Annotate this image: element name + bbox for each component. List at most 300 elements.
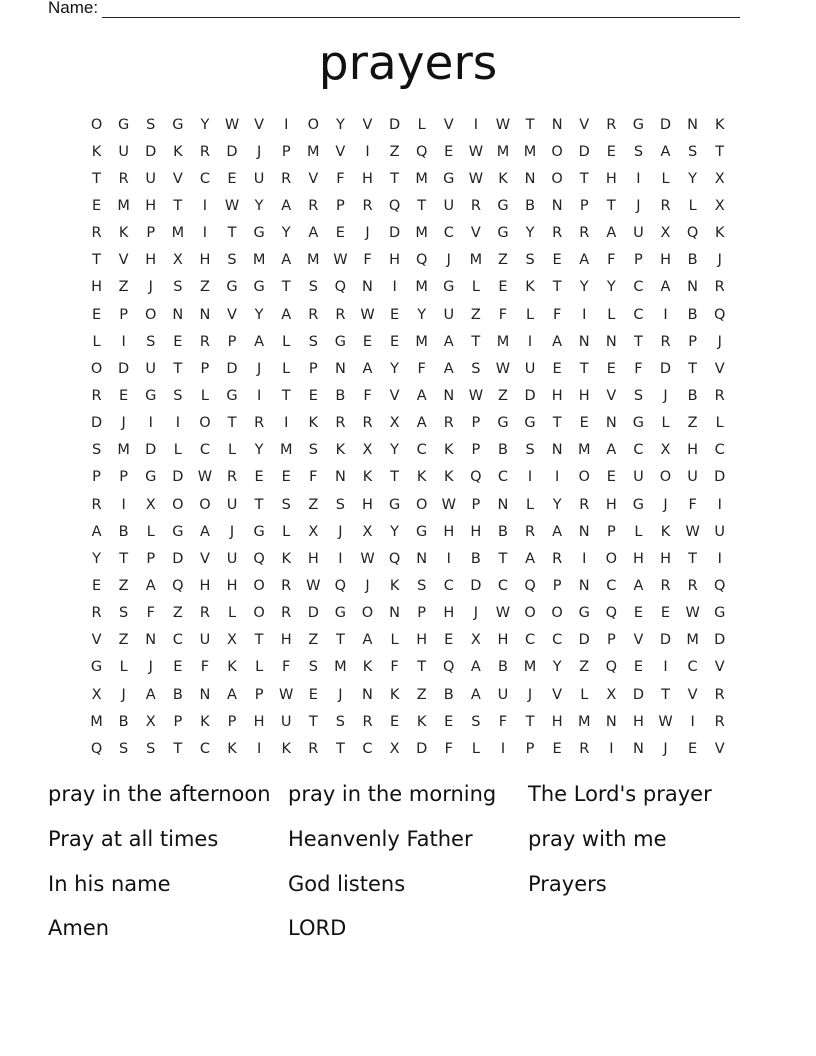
grid-letter[interactable]: B [470, 550, 481, 567]
grid-letter[interactable]: I [148, 415, 153, 432]
grid-letter[interactable]: I [284, 116, 289, 133]
grid-letter[interactable]: N [605, 415, 617, 432]
grid-letter[interactable]: A [606, 442, 617, 459]
grid-letter[interactable]: S [417, 577, 427, 594]
grid-letter[interactable]: J [717, 333, 722, 350]
grid-letter[interactable]: C [633, 279, 644, 296]
grid-letter[interactable]: V [199, 550, 210, 567]
grid-letter[interactable]: E [660, 605, 671, 622]
grid-letter[interactable]: T [606, 197, 616, 214]
grid-letter[interactable]: F [498, 306, 508, 323]
grid-letter[interactable]: R [308, 306, 319, 323]
grid-letter[interactable]: T [308, 713, 318, 730]
grid-letter[interactable]: T [119, 550, 129, 567]
grid-letter[interactable]: L [580, 686, 589, 703]
grid-letter[interactable]: M [496, 143, 510, 160]
grid-letter[interactable]: C [633, 306, 644, 323]
grid-letter[interactable]: P [119, 469, 129, 486]
grid-letter[interactable]: C [443, 225, 454, 242]
grid-letter[interactable]: E [119, 387, 129, 404]
grid-letter[interactable]: W [224, 116, 240, 133]
grid-letter[interactable]: S [227, 252, 237, 269]
grid-letter[interactable]: Y [552, 496, 562, 513]
grid-letter[interactable]: O [199, 496, 211, 513]
grid-letter[interactable]: F [688, 496, 697, 513]
grid-letter[interactable]: W [685, 605, 700, 622]
grid-letter[interactable]: T [633, 333, 643, 350]
grid-letter[interactable]: B [118, 713, 129, 730]
grid-letter[interactable]: E [254, 469, 264, 486]
grid-letter[interactable]: K [444, 442, 454, 459]
grid-letter[interactable]: D [632, 686, 644, 703]
grid-letter[interactable]: I [717, 550, 722, 567]
grid-letter[interactable]: Y [281, 225, 291, 242]
grid-letter[interactable]: B [335, 387, 346, 404]
grid-letter[interactable]: D [172, 550, 184, 567]
grid-letter[interactable]: X [308, 523, 319, 540]
grid-letter[interactable]: N [605, 333, 617, 350]
grid-letter[interactable]: A [525, 550, 535, 567]
grid-letter[interactable]: R [443, 415, 454, 432]
grid-letter[interactable]: W [658, 713, 673, 730]
grid-letter[interactable]: A [199, 523, 210, 540]
grid-letter[interactable]: E [552, 252, 562, 269]
grid-letter[interactable]: X [714, 197, 725, 214]
grid-letter[interactable]: A [254, 333, 265, 350]
grid-letter[interactable]: X [362, 523, 373, 540]
grid-letter[interactable]: I [690, 713, 695, 730]
grid-letter[interactable]: W [685, 523, 700, 540]
grid-letter[interactable]: G [145, 387, 157, 404]
grid-letter[interactable]: G [253, 225, 265, 242]
grid-letter[interactable]: W [468, 170, 484, 187]
grid-letter[interactable]: N [578, 333, 590, 350]
grid-letter[interactable]: I [582, 550, 587, 567]
grid-letter[interactable]: N [145, 632, 157, 649]
grid-letter[interactable]: H [551, 387, 563, 404]
grid-letter[interactable]: R [91, 496, 102, 513]
grid-letter[interactable]: Z [308, 632, 319, 649]
grid-letter[interactable]: Q [415, 143, 428, 160]
grid-letter[interactable]: E [552, 360, 562, 377]
grid-letter[interactable]: I [284, 415, 289, 432]
grid-letter[interactable]: Y [92, 550, 101, 567]
grid-letter[interactable]: E [444, 713, 454, 730]
grid-letter[interactable]: D [578, 143, 590, 160]
grid-letter[interactable]: A [281, 197, 292, 214]
grid-letter[interactable]: G [443, 279, 455, 296]
grid-letter[interactable]: L [661, 170, 670, 187]
grid-letter[interactable]: D [226, 360, 238, 377]
grid-letter[interactable]: T [471, 333, 481, 350]
grid-letter[interactable]: A [281, 306, 292, 323]
grid-letter[interactable]: L [173, 442, 182, 459]
grid-letter[interactable]: K [498, 170, 508, 187]
grid-letter[interactable]: E [173, 333, 183, 350]
grid-letter[interactable]: T [525, 116, 535, 133]
grid-letter[interactable]: I [175, 415, 180, 432]
grid-letter[interactable]: J [338, 523, 343, 540]
grid-letter[interactable]: P [173, 713, 183, 730]
grid-letter[interactable]: B [525, 197, 536, 214]
grid-letter[interactable]: X [470, 632, 481, 649]
grid-letter[interactable]: V [254, 116, 265, 133]
grid-letter[interactable]: J [663, 496, 668, 513]
grid-letter[interactable]: B [687, 387, 698, 404]
grid-letter[interactable]: S [471, 360, 481, 377]
grid-letter[interactable]: W [495, 116, 511, 133]
grid-letter[interactable]: H [551, 713, 563, 730]
grid-letter[interactable]: W [224, 197, 240, 214]
grid-letter[interactable]: Y [200, 116, 210, 133]
grid-letter[interactable]: Q [388, 197, 401, 214]
grid-letter[interactable]: N [632, 740, 644, 757]
grid-letter[interactable]: S [633, 387, 644, 404]
grid-letter[interactable]: O [172, 496, 184, 513]
grid-letter[interactable]: K [118, 225, 129, 242]
grid-letter[interactable]: K [173, 143, 183, 160]
grid-letter[interactable]: I [365, 143, 370, 160]
grid-letter[interactable]: X [145, 713, 156, 730]
grid-letter[interactable]: I [527, 469, 533, 486]
grid-letter[interactable]: M [307, 252, 320, 269]
grid-letter[interactable]: D [416, 740, 428, 757]
grid-letter[interactable]: W [495, 605, 511, 622]
grid-letter[interactable]: L [119, 659, 128, 676]
grid-letter[interactable]: O [415, 496, 428, 513]
grid-letter[interactable]: R [660, 197, 671, 214]
grid-letter[interactable]: R [660, 333, 671, 350]
grid-letter[interactable]: Y [254, 197, 264, 214]
grid-letter[interactable]: T [688, 360, 698, 377]
grid-letter[interactable]: R [335, 306, 346, 323]
grid-letter[interactable]: V [687, 686, 698, 703]
grid-letter[interactable]: T [579, 170, 589, 187]
grid-letter[interactable]: A [145, 686, 156, 703]
grid-letter[interactable]: W [306, 577, 321, 594]
grid-letter[interactable]: G [334, 605, 347, 622]
grid-letter[interactable]: R [714, 686, 725, 703]
grid-letter[interactable]: U [226, 496, 238, 513]
grid-letter[interactable]: J [256, 143, 262, 160]
grid-letter[interactable]: F [417, 360, 426, 377]
grid-letter[interactable]: E [91, 197, 102, 214]
grid-letter[interactable]: D [118, 360, 130, 377]
grid-letter[interactable]: Q [443, 659, 455, 676]
grid-letter[interactable]: M [496, 333, 510, 350]
grid-letter[interactable]: P [336, 197, 345, 214]
grid-letter[interactable]: Q [713, 577, 726, 594]
grid-letter[interactable]: D [226, 143, 238, 160]
grid-letter[interactable]: G [714, 605, 726, 622]
grid-letter[interactable]: H [226, 577, 238, 594]
grid-letter[interactable]: H [199, 577, 211, 594]
grid-letter[interactable]: R [714, 713, 725, 730]
grid-letter[interactable]: V [714, 360, 725, 377]
grid-letter[interactable]: G [578, 605, 590, 622]
grid-letter[interactable]: V [633, 632, 644, 649]
grid-letter[interactable]: F [363, 252, 372, 269]
grid-letter[interactable]: R [660, 577, 671, 594]
grid-letter[interactable]: D [145, 442, 157, 459]
grid-letter[interactable]: A [145, 577, 156, 594]
grid-letter[interactable]: L [471, 740, 480, 757]
grid-letter[interactable]: D [470, 577, 482, 594]
grid-letter[interactable]: I [202, 197, 208, 214]
grid-letter[interactable]: I [555, 469, 560, 486]
grid-letter[interactable]: I [582, 306, 587, 323]
grid-letter[interactable]: L [526, 496, 535, 513]
grid-letter[interactable]: D [659, 116, 672, 133]
grid-letter[interactable]: Q [90, 740, 103, 757]
grid-letter[interactable]: L [688, 197, 697, 214]
grid-letter[interactable]: F [390, 659, 399, 676]
grid-letter[interactable]: Z [389, 143, 400, 160]
grid-letter[interactable]: M [117, 197, 130, 214]
grid-letter[interactable]: A [416, 415, 427, 432]
grid-letter[interactable]: V [91, 632, 102, 649]
grid-letter[interactable]: F [634, 360, 643, 377]
grid-letter[interactable]: T [227, 225, 237, 242]
grid-letter[interactable]: R [281, 605, 292, 622]
grid-letter[interactable]: T [715, 143, 725, 160]
grid-letter[interactable]: I [663, 659, 668, 676]
grid-letter[interactable]: Z [687, 415, 698, 432]
grid-letter[interactable]: G [632, 415, 645, 432]
grid-letter[interactable]: K [281, 740, 291, 757]
grid-letter[interactable]: S [173, 387, 183, 404]
grid-letter[interactable]: I [202, 225, 208, 242]
grid-letter[interactable]: I [121, 333, 126, 350]
grid-letter[interactable]: Y [390, 442, 399, 459]
grid-letter[interactable]: H [362, 496, 373, 513]
grid-letter[interactable]: D [307, 605, 319, 622]
grid-letter[interactable]: A [470, 686, 481, 703]
grid-letter[interactable]: N [199, 686, 211, 703]
grid-letter[interactable]: K [91, 143, 102, 160]
grid-letter[interactable]: O [578, 469, 590, 486]
grid-letter[interactable]: G [443, 170, 455, 187]
grid-letter[interactable]: K [227, 740, 237, 757]
grid-letter[interactable]: T [552, 415, 562, 432]
grid-letter[interactable]: L [255, 659, 264, 676]
grid-letter[interactable]: K [281, 550, 291, 567]
grid-letter[interactable]: P [92, 469, 101, 486]
grid-letter[interactable]: Y [390, 360, 399, 377]
grid-letter[interactable]: Z [308, 496, 319, 513]
grid-letter[interactable]: U [280, 713, 292, 730]
grid-letter[interactable]: T [254, 632, 264, 649]
grid-letter[interactable]: F [282, 659, 291, 676]
grid-letter[interactable]: T [335, 740, 345, 757]
grid-letter[interactable]: I [121, 496, 126, 513]
grid-letter[interactable]: I [256, 740, 262, 757]
grid-letter[interactable]: M [469, 252, 483, 269]
grid-letter[interactable]: T [173, 360, 183, 377]
grid-letter[interactable]: X [172, 252, 183, 269]
grid-letter[interactable]: N [416, 550, 428, 567]
grid-letter[interactable]: G [388, 496, 401, 513]
grid-letter[interactable]: Q [334, 577, 347, 594]
grid-letter[interactable]: G [524, 415, 536, 432]
grid-letter[interactable]: A [362, 632, 373, 649]
grid-letter[interactable]: P [227, 333, 237, 350]
grid-letter[interactable]: H [145, 197, 157, 214]
grid-letter[interactable]: Q [415, 252, 428, 269]
grid-letter[interactable]: L [661, 415, 670, 432]
grid-letter[interactable]: T [281, 387, 291, 404]
grid-letter[interactable]: Y [335, 116, 345, 133]
grid-letter[interactable]: E [308, 686, 318, 703]
grid-letter[interactable]: Z [416, 686, 427, 703]
grid-letter[interactable]: N [334, 469, 346, 486]
grid-letter[interactable]: E [444, 143, 454, 160]
grid-letter[interactable]: W [495, 360, 511, 377]
grid-letter[interactable]: T [281, 279, 291, 296]
grid-letter[interactable]: R [281, 170, 292, 187]
grid-letter[interactable]: H [578, 387, 590, 404]
name-blank-line[interactable] [102, 1, 740, 18]
grid-letter[interactable]: R [714, 387, 725, 404]
grid-letter[interactable]: T [498, 550, 508, 567]
grid-letter[interactable]: M [415, 170, 428, 187]
grid-letter[interactable]: M [577, 713, 591, 730]
grid-letter[interactable]: S [335, 496, 345, 513]
grid-letter[interactable]: D [172, 469, 184, 486]
grid-letter[interactable]: V [118, 252, 129, 269]
grid-letter[interactable]: T [688, 550, 698, 567]
grid-letter[interactable]: U [443, 197, 455, 214]
grid-letter[interactable]: B [687, 306, 698, 323]
grid-letter[interactable]: F [200, 659, 210, 676]
grid-letter[interactable]: F [498, 713, 508, 730]
grid-letter[interactable]: E [579, 415, 589, 432]
grid-letter[interactable]: R [362, 713, 373, 730]
grid-letter[interactable]: O [524, 605, 536, 622]
grid-letter[interactable]: Z [172, 605, 183, 622]
grid-letter[interactable]: V [389, 387, 400, 404]
grid-letter[interactable]: N [497, 496, 509, 513]
grid-letter[interactable]: G [253, 523, 265, 540]
grid-letter[interactable]: Q [686, 225, 699, 242]
grid-letter[interactable]: Q [470, 469, 482, 486]
grid-letter[interactable]: D [659, 632, 672, 649]
grid-letter[interactable]: A [660, 279, 671, 296]
grid-letter[interactable]: K [308, 415, 319, 432]
grid-letter[interactable]: I [717, 496, 722, 513]
grid-letter[interactable]: S [308, 333, 318, 350]
grid-letter[interactable]: A [91, 523, 102, 540]
grid-letter[interactable]: D [90, 415, 103, 432]
grid-letter[interactable]: S [633, 143, 644, 160]
grid-letter[interactable]: C [443, 577, 454, 594]
grid-letter[interactable]: C [606, 577, 617, 594]
grid-letter[interactable]: Y [390, 523, 399, 540]
grid-letter[interactable]: F [607, 252, 616, 269]
grid-letter[interactable]: R [199, 605, 210, 622]
grid-letter[interactable]: J [229, 523, 235, 540]
grid-letter[interactable]: O [253, 577, 265, 594]
grid-letter[interactable]: G [172, 116, 184, 133]
grid-letter[interactable]: O [307, 116, 319, 133]
grid-letter[interactable]: Y [417, 306, 427, 323]
grid-letter[interactable]: P [227, 713, 237, 730]
grid-letter[interactable]: G [172, 523, 184, 540]
grid-letter[interactable]: A [552, 333, 563, 350]
grid-letter[interactable]: J [148, 659, 153, 676]
grid-letter[interactable]: L [634, 523, 643, 540]
grid-letter[interactable]: R [199, 333, 210, 350]
grid-letter[interactable]: K [714, 225, 725, 242]
grid-letter[interactable]: L [282, 360, 291, 377]
grid-letter[interactable]: L [390, 632, 399, 649]
grid-letter[interactable]: B [497, 523, 508, 540]
grid-letter[interactable]: S [335, 713, 345, 730]
grid-letter[interactable]: W [197, 469, 213, 486]
grid-letter[interactable]: V [443, 116, 454, 133]
grid-letter[interactable]: N [551, 116, 563, 133]
grid-letter[interactable]: R [91, 387, 102, 404]
grid-letter[interactable]: R [281, 577, 292, 594]
grid-letter[interactable]: A [416, 387, 427, 404]
grid-letter[interactable]: H [632, 713, 644, 730]
grid-letter[interactable]: N [199, 306, 211, 323]
grid-letter[interactable]: E [91, 577, 102, 594]
grid-letter[interactable]: K [444, 469, 454, 486]
grid-letter[interactable]: Y [579, 279, 589, 296]
grid-letter[interactable]: E [498, 279, 508, 296]
grid-letter[interactable]: S [173, 279, 183, 296]
grid-letter[interactable]: S [146, 740, 156, 757]
grid-letter[interactable]: S [308, 659, 318, 676]
grid-letter[interactable]: S [525, 252, 535, 269]
grid-letter[interactable]: T [390, 469, 399, 486]
grid-letter[interactable]: N [551, 442, 563, 459]
grid-letter[interactable]: M [523, 143, 537, 160]
grid-letter[interactable]: D [578, 632, 590, 649]
grid-letter[interactable]: U [118, 143, 129, 160]
grid-letter[interactable]: Q [388, 550, 401, 567]
grid-letter[interactable]: U [633, 225, 644, 242]
grid-letter[interactable]: F [552, 306, 562, 323]
grid-letter[interactable]: H [470, 523, 482, 540]
grid-letter[interactable]: E [389, 333, 400, 350]
grid-letter[interactable]: H [687, 442, 699, 459]
grid-letter[interactable]: Q [524, 577, 536, 594]
grid-letter[interactable]: P [417, 605, 427, 622]
grid-letter[interactable]: R [552, 550, 563, 567]
grid-letter[interactable]: P [146, 550, 156, 567]
grid-letter[interactable]: S [688, 143, 698, 160]
grid-letter[interactable]: H [91, 279, 102, 296]
grid-letter[interactable]: M [415, 333, 428, 350]
grid-letter[interactable]: I [636, 170, 641, 187]
grid-letter[interactable]: W [279, 686, 294, 703]
grid-letter[interactable]: U [253, 170, 265, 187]
grid-letter[interactable]: G [145, 469, 157, 486]
grid-letter[interactable]: N [362, 686, 373, 703]
grid-letter[interactable]: G [632, 496, 645, 513]
grid-letter[interactable]: J [636, 197, 641, 214]
grid-letter[interactable]: D [388, 116, 401, 133]
grid-letter[interactable]: H [307, 550, 319, 567]
grid-letter[interactable]: M [686, 632, 699, 649]
grid-letter[interactable]: B [118, 523, 129, 540]
grid-letter[interactable]: G [226, 387, 238, 404]
grid-letter[interactable]: H [253, 713, 265, 730]
grid-letter[interactable]: K [362, 659, 373, 676]
grid-letter[interactable]: X [714, 170, 725, 187]
